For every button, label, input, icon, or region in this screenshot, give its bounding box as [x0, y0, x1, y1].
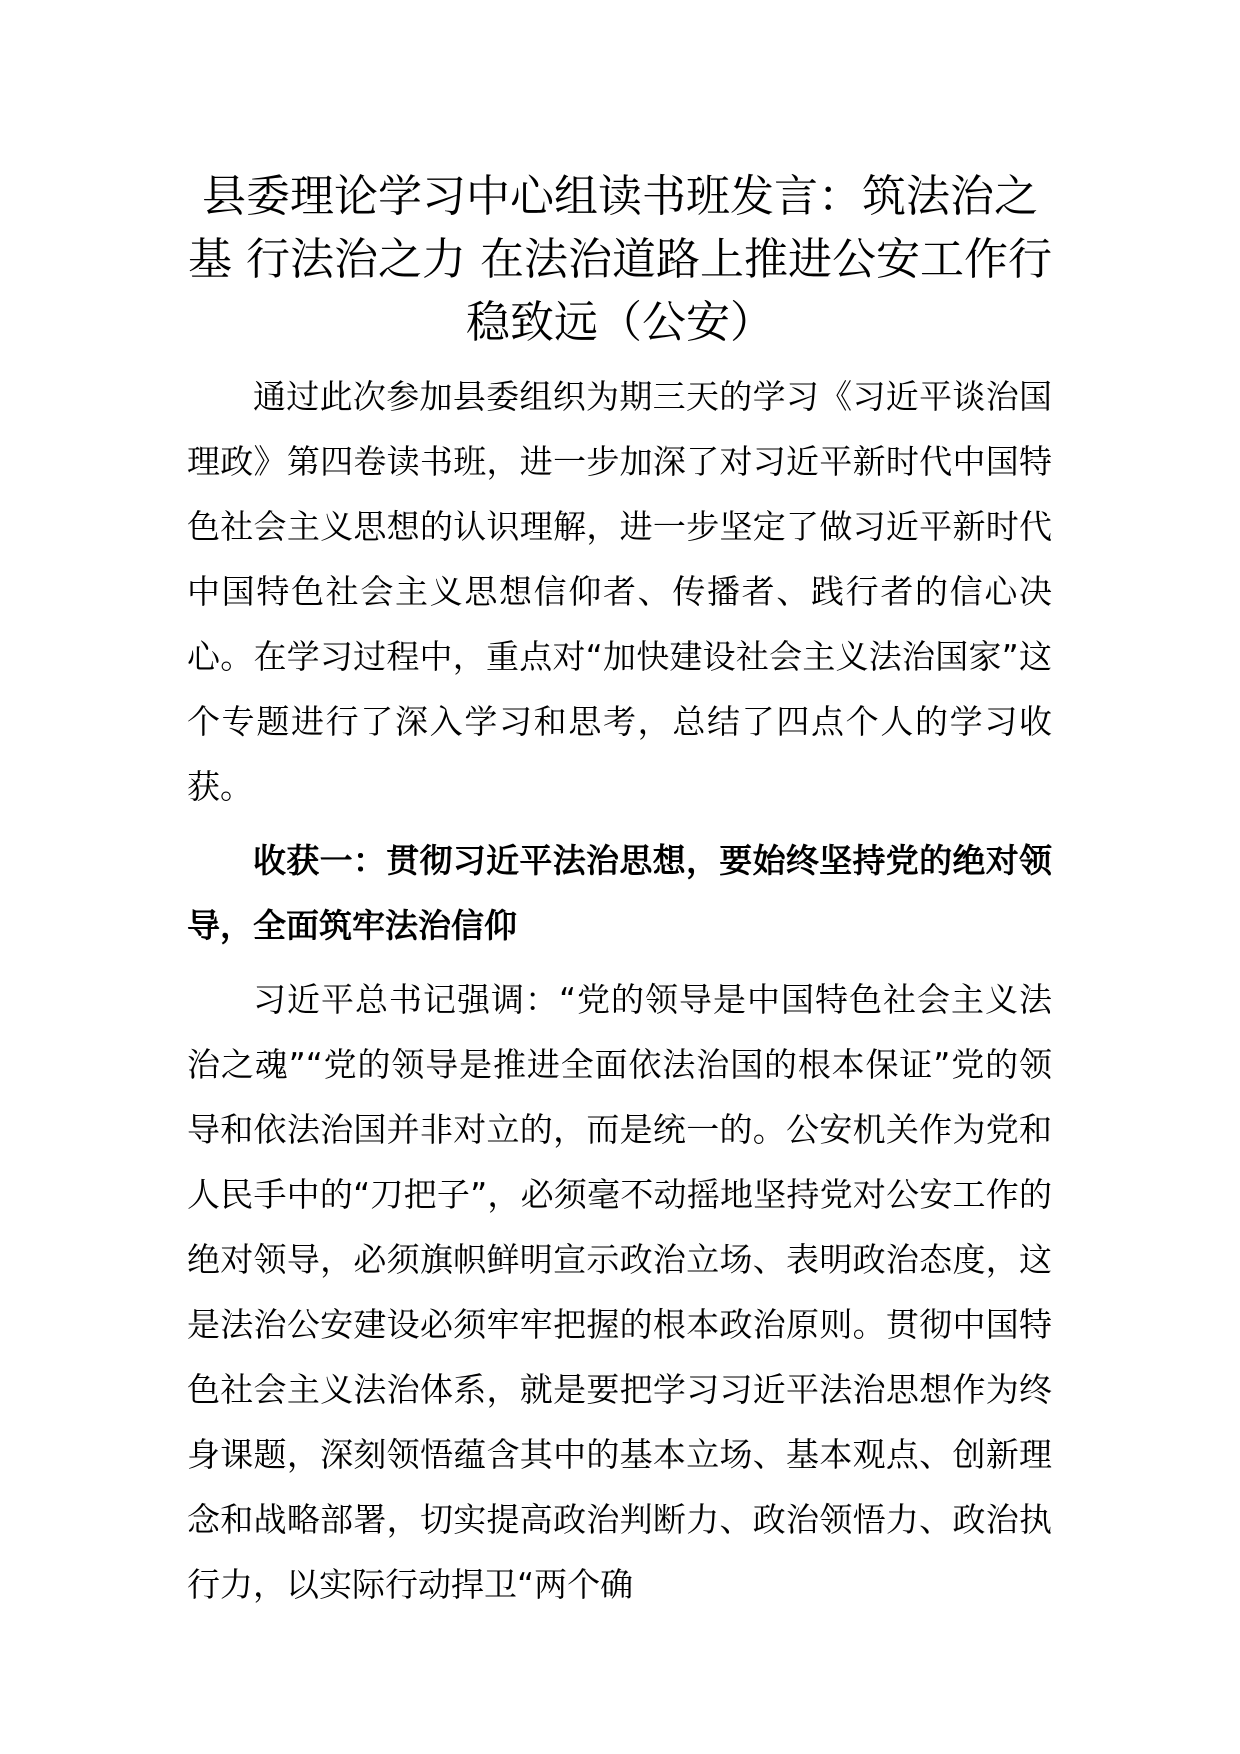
paragraph-gap [187, 819, 1052, 828]
paragraph-party-leadership: 习近平总书记强调：“党的领导是中国特色社会主义法治之魂”“党的领导是推进全面依法治国的根本保证”党的领导和依法治国并非对立的，而是统一的。公安机关作为党和人民手中的“刀把子”，必须毫不动摇地坚持党对公安工作的绝对领导，必须旗帜鲜明宣示政治立场、表明政治态度，这是法治公安建设必须牢牢把握的根本政治原则。贯彻中国特色社会主义法治体系，就是要把学习习近平法治思想作为终身课题，深刻领悟蕴含其中的基本立场、基本观点、创新理念和战略部署，切实提高政治判断力、政治领悟力、政治执行力，以实际行动捍卫“两个确 [187, 980, 1052, 1604]
paragraph-intro: 通过此次参加县委组织为期三天的学习《习近平谈治国理政》第四卷读书班，进一步加深了对习近平新时代中国特色社会主义思想的认识理解，进一步坚定了做习近平新时代中国特色社会主义思想信仰者、传播者、践行者的信心决心。在学习过程中，重点对“加快建设社会主义法治国家”这个专题进行了深入学习和思考，总结了四点个人的学习收获。 [187, 377, 1052, 806]
section-heading-harvest-one: 收获一：贯彻习近平法治思想，要始终坚持党的绝对领导，全面筑牢法治信仰 [187, 841, 1052, 945]
paragraph-gap [187, 958, 1052, 967]
document-title: 县委理论学习中心组读书班发言：筑法治之基 行法治之力 在法治道路上推进公安工作行稳致远（公安） [188, 171, 1052, 348]
document-body [187, 364, 1052, 1617]
